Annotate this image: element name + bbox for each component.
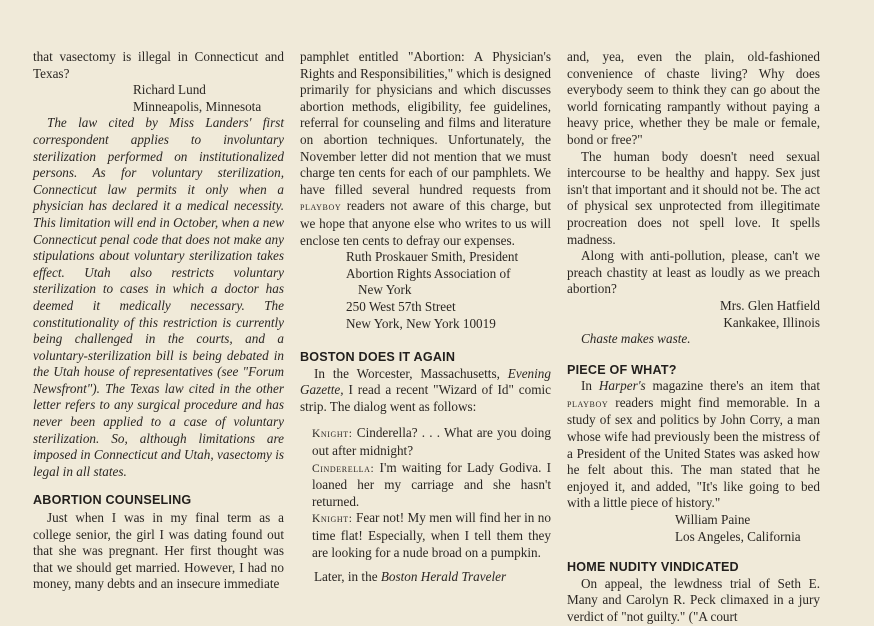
section-heading-piece-of-what: PIECE OF WHAT?: [567, 362, 677, 377]
letter-text: The human body doesn't need sexual intercourse to be healthy and happy. Sex just isn't that important and it should not be. The act of physical sex unprotected from illegitimate procreation does not spell love. It spells madness.: [567, 148, 820, 247]
dialog-line: Cinderella: I'm waiting for Lady Godiva. I loaned her my carriage and she hasn't returned.: [312, 459, 551, 509]
letter-text: On appeal, the lewdness trial of Seth E. Many and Carolyn R. Peck climaxed in a jury verdict of "not guilty." ("A court: [567, 575, 820, 624]
dialog-line: Knight: Fear not! My men will find her in no time flat! Especially, when I tell them they are looking for a nude broad on a pumpkin.: [312, 510, 551, 560]
letter-text: Along with anti-pollution, please, can't we preach chastity at least as loudly as we preach abortion?: [567, 248, 820, 297]
signature-name: Richard Lund: [133, 82, 206, 98]
column-left: [33, 49, 284, 593]
signature-place: Kankakee, Illinois: [723, 314, 820, 330]
editor-reply: The law cited by Miss Landers' first correspondent applies to involuntary sterilization performed on institutionalized persons. As for voluntary sterilization, Connecticut law permits it only when a physician has declared it a medical necessity. This limitation will end in October, when a new Connecticut penal code that does not make any stipulations about voluntary sterilization takes effect. Utah also restricts voluntary sterilization to cases in which a doctor has deemed it medically necessary. The constitutionality of this restriction is currently being challenged in the courts, and a voluntary-sterilization bill is being debated in the Utah house of representatives (see "Forum Newsfront"). The Texas law cited in the other letter refers to any surgical procedure and has never been applied to a case of voluntary sterilization. So, although limitations are imposed in Connecticut and Utah, vasectomy is legal in all states.: [33, 115, 284, 479]
dialog-line: Knight: Cinderella? . . . What are you doing out after midnight?: [312, 425, 551, 459]
letter-text: In the Worcester, Massachusetts, Evening Gazette, I read a recent "Wizard of Id" comic strip. The dialog went as follows:: [300, 365, 552, 414]
editor-reply: Chaste makes waste.: [581, 331, 691, 347]
signature-place: Los Angeles, California: [675, 528, 801, 544]
letter-text: that vasectomy is illegal in Connecticut and Texas?: [33, 49, 284, 81]
signature-place: Minneapolis, Minnesota: [133, 98, 262, 114]
section-heading-home-nudity-vindicated: HOME NUDITY VINDICATED: [567, 560, 739, 575]
letter-text: and, yea, even the plain, old-fashioned convenience of chaste living? Why does everybody seem to think they can go about the world fornicating rampantly without paying a heavy price, whether they be male or female, bond or free?": [567, 49, 820, 147]
signature-block: Ruth Proskauer Smith, President Abortion Rights Association of New York 250 West 57th Street New York, New York 10019: [346, 249, 519, 331]
section-heading-boston-does-it-again: BOSTON DOES IT AGAIN: [300, 350, 456, 365]
column-middle: [300, 49, 551, 586]
signature-name: Mrs. Glen Hatfield: [720, 297, 820, 313]
letter-text: pamphlet entitled "Abortion: A Physician's Rights and Responsibilities," which is designed primarily for physicians and which discusses abortion methods, eligibility, fee guidelines, referral for counseling and films and literature on abortion techniques. Unfortunately, the November letter did not mention that we must charge ten cents for each of our pamphlets. We have filled several hundred requests from playboy readers not aware of this charge, but we hope that anyone else who writes to us will enclose ten cents to defray our expenses.: [300, 49, 552, 248]
signature-name: William Paine: [675, 512, 751, 528]
comic-dialog: [300, 425, 551, 561]
playboy-wordmark: playboy: [300, 201, 342, 214]
letter-text: Just when I was in my final term as a college senior, the girl I was dating found out that she was pregnant. Her first thought was that we should get married. However, I had no money, many debts and an insecure immediate: [33, 510, 284, 592]
letter-text: In Harper's magazine there's an item that playboy readers might find memorable. In a study of sex and politics by John Corry, a man whose wife had previously been the mistress of a President of the United States was asked how he felt about this. The man stated that he enjoyed it, and added, "It's like going to bed with a little piece of history.": [567, 378, 821, 511]
letter-text: Later, in the Boston Herald Traveler: [314, 569, 507, 585]
playboy-wordmark: playboy: [567, 397, 609, 410]
section-heading-abortion-counseling: ABORTION COUNSELING: [33, 493, 192, 508]
column-right: [567, 49, 820, 626]
